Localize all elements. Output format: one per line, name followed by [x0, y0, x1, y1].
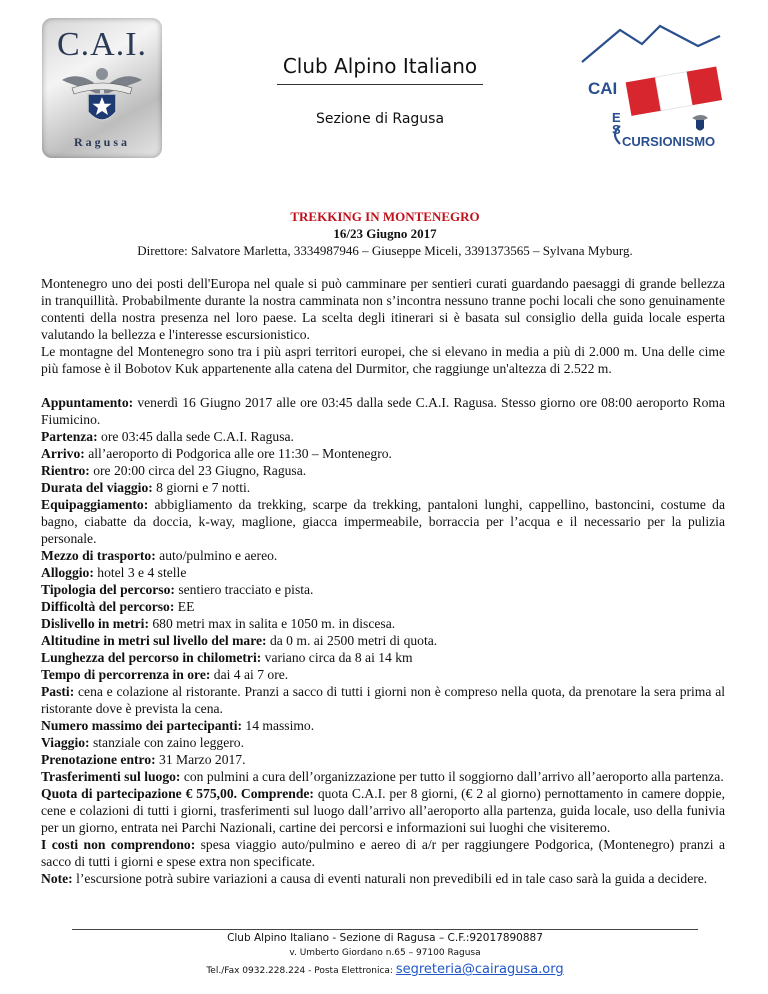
detail-text: da 0 m. ai 2500 metri di quota.	[266, 633, 438, 648]
detail-label: Difficoltà del percorso:	[41, 599, 175, 614]
detail-text: dai 4 ai 7 ore.	[210, 667, 289, 682]
club-name: Club Alpino Italiano	[282, 54, 478, 78]
detail-label: Tipologia del percorso:	[41, 582, 175, 597]
detail-label: Numero massimo dei partecipanti:	[41, 718, 242, 733]
cai-emblem-icon	[692, 115, 708, 131]
detail-item	[41, 462, 725, 479]
logo-city: Ragusa	[73, 135, 130, 149]
letterhead	[210, 54, 550, 127]
detail-item	[41, 683, 725, 717]
intro-paragraph-2: Le montagne del Montenegro sono tra i più aspri territori europei, che si elevano in media a più di 2.000 m. Una delle cime più famose è il Bobotov Kuk appartenente alla catena del Durmitor, che raggiunge un'altezza di 2.522 m.	[41, 344, 725, 376]
detail-item	[41, 768, 725, 785]
detail-item	[41, 649, 725, 666]
escursionismo-logo	[580, 22, 725, 152]
detail-label: Pasti:	[41, 684, 75, 699]
mountain-outline	[582, 26, 720, 62]
detail-text: l’escursione potrà subire variazioni a causa di eventi naturali non prevedibili ed in tale caso sarà la guida a decidere.	[72, 871, 708, 886]
event-description	[41, 275, 725, 887]
detail-item	[41, 479, 725, 496]
logo-right-cursionismo: CURSIONISMO	[622, 134, 716, 149]
detail-label: Alloggio:	[41, 565, 94, 580]
flag-icon	[626, 66, 723, 115]
detail-label: Viaggio:	[41, 735, 90, 750]
detail-item	[41, 445, 725, 462]
detail-text: quota C.A.I. per 8 giorni, (€ 2 al giorno) pernottamento in camere doppie, cene e colazioni di tutti i giorni, trasferimenti sul luogo dall’arrivo all’aeroporto alla partenza, guida locale, uso della funivia per un giorno, entrata nei Parchi Nazionali, cartine dei percorsi e informazioni sui luoghi che visiteremo.	[41, 786, 725, 835]
detail-text: ore 03:45 dalla sede C.A.I. Ragusa.	[97, 429, 294, 444]
logo-right-s: S	[612, 122, 621, 137]
footer	[100, 932, 670, 977]
event-header	[40, 209, 730, 259]
detail-label: Equipaggiamento:	[41, 497, 149, 512]
detail-text: all’aeroporto di Podgorica alle ore 11:30 – Montenegro.	[84, 446, 392, 461]
detail-text: 14 massimo.	[242, 718, 315, 733]
detail-item	[41, 394, 725, 428]
detail-label: Appuntamento:	[41, 395, 134, 410]
detail-text: spesa viaggio auto/pulmino e aereo di a/r per raggiungere Podgorica, (Montenegro) pranzi a sacco di tutti i giorni e spese extra non specificate.	[41, 837, 725, 869]
detail-text: cena e colazione al ristorante. Pranzi a sacco di tutti i giorni non è compreso nella quota, da prenotare la sera prima al ristorante dove è prevista la cena.	[41, 684, 725, 716]
detail-label: Mezzo di trasporto:	[41, 548, 156, 563]
detail-item	[41, 751, 725, 768]
intro-paragraph-1: Montenegro uno dei posti dell'Europa nel quale si può camminare per sentieri curati guardando paesaggi di grande bellezza in tranquillità. Probabilmente durante la nostra camminata non s’incontra nessuno tranne pochi locali che sono genuinamente contenti della nostra presenza nel loro paese. La scelta degli itinerari si è basata sul consiglio della guida locale esperta valutando la bellezza e l'interesse escursionistico.	[41, 276, 725, 342]
header-divider	[277, 84, 483, 85]
detail-item	[41, 615, 725, 632]
detail-text: auto/pulmino e aereo.	[155, 548, 278, 563]
detail-item	[41, 666, 725, 683]
cai-ragusa-logo	[42, 18, 162, 158]
cai-eagle-shield-icon	[60, 66, 144, 132]
logo-right-e: E	[612, 110, 621, 125]
detail-label: Note:	[41, 871, 73, 886]
detail-label: Prenotazione entro:	[41, 752, 156, 767]
detail-label: Partenza:	[41, 429, 98, 444]
detail-label: Rientro:	[41, 463, 90, 478]
detail-text: ore 20:00 circa del 23 Giugno, Ragusa.	[89, 463, 307, 478]
detail-item	[41, 836, 725, 870]
logo-right-cai: CAI	[588, 79, 618, 98]
detail-item	[41, 428, 725, 445]
intro-section	[41, 275, 725, 377]
detail-item	[41, 717, 725, 734]
detail-item	[41, 734, 725, 751]
detail-item	[41, 581, 725, 598]
detail-text: 680 metri max in salita e 1050 m. in discesa.	[148, 616, 396, 631]
detail-text: 31 Marzo 2017.	[155, 752, 246, 767]
event-dates: 16/23 Giugno 2017	[333, 226, 437, 241]
detail-label: Tempo di percorrenza in ore:	[41, 667, 211, 682]
event-directors: Direttore: Salvatore Marletta, 3334987946 – Giuseppe Miceli, 3391373565 – Sylvana Myburg.	[137, 243, 633, 258]
detail-item	[41, 870, 725, 887]
detail-label: I costi non comprendono:	[41, 837, 196, 852]
detail-label: Dislivello in metri:	[41, 616, 149, 631]
detail-item	[41, 785, 725, 836]
detail-text: hotel 3 e 4 stelle	[93, 565, 187, 580]
detail-label: Durata del viaggio:	[41, 480, 153, 495]
detail-text: variano circa da 8 ai 14 km	[261, 650, 413, 665]
detail-label: Altitudine in metri sul livello del mare:	[41, 633, 267, 648]
event-title: TREKKING IN MONTENEGRO	[290, 209, 480, 224]
detail-label: Arrivo:	[41, 446, 85, 461]
detail-text: EE	[174, 599, 195, 614]
detail-item	[41, 598, 725, 615]
footer-org-line: Club Alpino Italiano - Sezione di Ragusa – C.F.:92017890887	[227, 932, 543, 944]
footer-phone: Tel./Fax 0932.228.224 - Posta Elettronica:	[206, 966, 396, 976]
section-name: Sezione di Ragusa	[315, 111, 445, 127]
detail-text: stanziale con zaino leggero.	[89, 735, 244, 750]
detail-label: Trasferimenti sul luogo:	[41, 769, 181, 784]
detail-item	[41, 564, 725, 581]
footer-divider	[72, 929, 698, 930]
detail-text: con pulmini a cura dell’organizzazione per tutto il soggiorno dall’arrivo all’aeroporto alla partenza.	[180, 769, 724, 784]
detail-text: sentiero tracciato e pista.	[174, 582, 314, 597]
footer-contact-line	[100, 962, 670, 977]
detail-text: venerdì 16 Giugno 2017 alle ore 03:45 dalla sede C.A.I. Ragusa. Stesso giorno ore 08:00 aeroporto Roma Fiumicino.	[41, 395, 725, 427]
detail-label: Lunghezza del percorso in chilometri:	[41, 650, 262, 665]
detail-label: Quota di partecipazione € 575,00. Comprende:	[41, 786, 314, 801]
detail-item	[41, 632, 725, 649]
logo-acronym: C.A.I.	[56, 26, 148, 63]
footer-email-link[interactable]: segreteria@cairagusa.org	[395, 962, 564, 977]
detail-item	[41, 496, 725, 547]
footer-address-line: v. Umberto Giordano n.65 – 97100 Ragusa	[289, 948, 481, 958]
detail-text: abbigliamento da trekking, scarpe da trekking, pantaloni lunghi, cappellino, bastoncini, costume da bagno, ciabatte da doccia, k-way, maglione, giacca impermeabile, borraccia per l’acqua e il necessario per la pulizia personale.	[41, 497, 725, 546]
details-list	[41, 394, 725, 887]
detail-item	[41, 547, 725, 564]
detail-text: 8 giorni e 7 notti.	[152, 480, 251, 495]
